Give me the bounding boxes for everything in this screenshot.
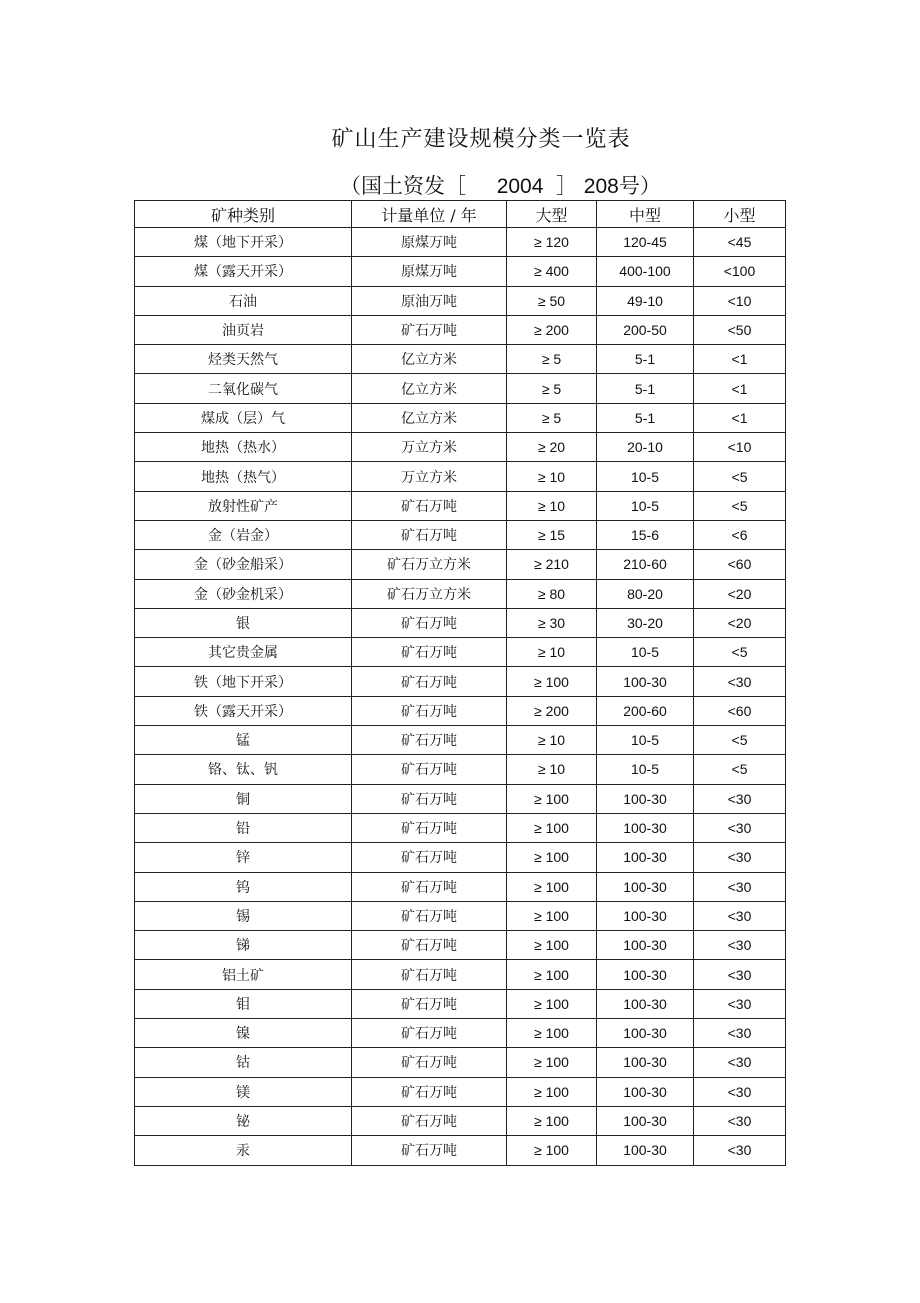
cell-unit: 万立方米 bbox=[352, 462, 507, 491]
cell-mineral-type: 锡 bbox=[135, 901, 352, 930]
table-row bbox=[135, 813, 786, 842]
table-row bbox=[135, 696, 786, 725]
cell-large: ≥ 100 bbox=[507, 813, 597, 842]
cell-unit: 亿立方米 bbox=[352, 403, 507, 432]
cell-small: <1 bbox=[694, 374, 786, 403]
cell-unit: 矿石万吨 bbox=[352, 696, 507, 725]
cell-medium: 10-5 bbox=[597, 462, 694, 491]
cell-unit: 矿石万吨 bbox=[352, 784, 507, 813]
cell-large: ≥ 200 bbox=[507, 315, 597, 344]
cell-large: ≥ 100 bbox=[507, 931, 597, 960]
cell-large: ≥ 100 bbox=[507, 1019, 597, 1048]
cell-unit: 矿石万吨 bbox=[352, 1077, 507, 1106]
cell-unit: 矿石万吨 bbox=[352, 931, 507, 960]
cell-small: <1 bbox=[694, 345, 786, 374]
cell-large: ≥ 30 bbox=[507, 608, 597, 637]
cell-unit: 矿石万吨 bbox=[352, 491, 507, 520]
cell-medium: 20-10 bbox=[597, 433, 694, 462]
table-row bbox=[135, 462, 786, 491]
cell-mineral-type: 石油 bbox=[135, 286, 352, 315]
table-row bbox=[135, 872, 786, 901]
cell-small: <6 bbox=[694, 520, 786, 549]
cell-small: <30 bbox=[694, 843, 786, 872]
cell-unit: 亿立方米 bbox=[352, 374, 507, 403]
cell-mineral-type: 铁（露天开采） bbox=[135, 696, 352, 725]
cell-small: <20 bbox=[694, 579, 786, 608]
cell-small: <50 bbox=[694, 315, 786, 344]
page-title: 矿山生产建设规模分类一览表 bbox=[331, 127, 631, 152]
cell-large: ≥ 10 bbox=[507, 491, 597, 520]
table-row bbox=[135, 608, 786, 637]
cell-small: <5 bbox=[694, 638, 786, 667]
table-row bbox=[135, 989, 786, 1018]
cell-small: <60 bbox=[694, 696, 786, 725]
cell-unit: 矿石万吨 bbox=[352, 901, 507, 930]
cell-large: ≥ 100 bbox=[507, 1048, 597, 1077]
table-row bbox=[135, 1019, 786, 1048]
cell-unit: 矿石万吨 bbox=[352, 608, 507, 637]
cell-small: <100 bbox=[694, 257, 786, 286]
cell-small: <5 bbox=[694, 462, 786, 491]
table-row bbox=[135, 315, 786, 344]
cell-large: ≥ 100 bbox=[507, 872, 597, 901]
cell-unit: 矿石万立方米 bbox=[352, 579, 507, 608]
table-row bbox=[135, 1136, 786, 1165]
cell-medium: 10-5 bbox=[597, 726, 694, 755]
cell-medium: 5-1 bbox=[597, 345, 694, 374]
header-small: 小型 bbox=[694, 201, 786, 228]
cell-unit: 矿石万吨 bbox=[352, 843, 507, 872]
cell-small: <30 bbox=[694, 931, 786, 960]
cell-unit: 亿立方米 bbox=[352, 345, 507, 374]
cell-mineral-type: 锑 bbox=[135, 931, 352, 960]
table-row bbox=[135, 667, 786, 696]
cell-medium: 10-5 bbox=[597, 638, 694, 667]
cell-mineral-type: 银 bbox=[135, 608, 352, 637]
cell-unit: 原油万吨 bbox=[352, 286, 507, 315]
cell-small: <60 bbox=[694, 550, 786, 579]
cell-small: <30 bbox=[694, 872, 786, 901]
table-row bbox=[135, 286, 786, 315]
cell-medium: 80-20 bbox=[597, 579, 694, 608]
cell-mineral-type: 锰 bbox=[135, 726, 352, 755]
cell-small: <30 bbox=[694, 1077, 786, 1106]
cell-medium: 100-30 bbox=[597, 667, 694, 696]
cell-mineral-type: 钴 bbox=[135, 1048, 352, 1077]
cell-large: ≥ 5 bbox=[507, 345, 597, 374]
cell-medium: 200-50 bbox=[597, 315, 694, 344]
table-row bbox=[135, 931, 786, 960]
cell-small: <30 bbox=[694, 1019, 786, 1048]
cell-unit: 矿石万吨 bbox=[352, 638, 507, 667]
table-body bbox=[135, 228, 786, 1166]
cell-mineral-type: 地热（热水） bbox=[135, 433, 352, 462]
cell-small: <30 bbox=[694, 1106, 786, 1135]
table-row bbox=[135, 374, 786, 403]
cell-large: ≥ 100 bbox=[507, 667, 597, 696]
cell-unit: 矿石万吨 bbox=[352, 520, 507, 549]
cell-medium: 100-30 bbox=[597, 872, 694, 901]
cell-unit: 矿石万吨 bbox=[352, 315, 507, 344]
cell-medium: 100-30 bbox=[597, 960, 694, 989]
cell-medium: 100-30 bbox=[597, 1048, 694, 1077]
cell-large: ≥ 15 bbox=[507, 520, 597, 549]
table-row bbox=[135, 960, 786, 989]
cell-unit: 矿石万吨 bbox=[352, 667, 507, 696]
cell-large: ≥ 200 bbox=[507, 696, 597, 725]
cell-large: ≥ 210 bbox=[507, 550, 597, 579]
cell-mineral-type: 煤成（层）气 bbox=[135, 403, 352, 432]
cell-small: <30 bbox=[694, 784, 786, 813]
table-header-row bbox=[135, 201, 786, 228]
table-row bbox=[135, 433, 786, 462]
cell-unit: 矿石万吨 bbox=[352, 1048, 507, 1077]
cell-medium: 15-6 bbox=[597, 520, 694, 549]
subtitle-close: ］ bbox=[556, 174, 578, 198]
cell-mineral-type: 镍 bbox=[135, 1019, 352, 1048]
table-row bbox=[135, 726, 786, 755]
cell-small: <30 bbox=[694, 1048, 786, 1077]
table-row bbox=[135, 345, 786, 374]
cell-mineral-type: 油页岩 bbox=[135, 315, 352, 344]
cell-small: <30 bbox=[694, 813, 786, 842]
cell-small: <30 bbox=[694, 667, 786, 696]
cell-mineral-type: 放射性矿产 bbox=[135, 491, 352, 520]
header-mineral-type: 矿种类别 bbox=[135, 201, 352, 228]
cell-large: ≥ 80 bbox=[507, 579, 597, 608]
cell-large: ≥ 100 bbox=[507, 843, 597, 872]
cell-mineral-type: 汞 bbox=[135, 1136, 352, 1165]
table-row bbox=[135, 1048, 786, 1077]
cell-medium: 100-30 bbox=[597, 1077, 694, 1106]
cell-large: ≥ 20 bbox=[507, 433, 597, 462]
cell-mineral-type: 铁（地下开采） bbox=[135, 667, 352, 696]
cell-unit: 矿石万吨 bbox=[352, 755, 507, 784]
cell-mineral-type: 钨 bbox=[135, 872, 352, 901]
cell-small: <20 bbox=[694, 608, 786, 637]
cell-large: ≥ 100 bbox=[507, 989, 597, 1018]
cell-small: <30 bbox=[694, 960, 786, 989]
table-row bbox=[135, 491, 786, 520]
cell-medium: 10-5 bbox=[597, 755, 694, 784]
cell-mineral-type: 金（岩金） bbox=[135, 520, 352, 549]
cell-unit: 矿石万立方米 bbox=[352, 550, 507, 579]
cell-large: ≥ 10 bbox=[507, 462, 597, 491]
cell-mineral-type: 二氧化碳气 bbox=[135, 374, 352, 403]
cell-medium: 100-30 bbox=[597, 931, 694, 960]
cell-small: <5 bbox=[694, 491, 786, 520]
cell-large: ≥ 50 bbox=[507, 286, 597, 315]
cell-large: ≥ 5 bbox=[507, 403, 597, 432]
cell-mineral-type: 铝土矿 bbox=[135, 960, 352, 989]
cell-medium: 100-30 bbox=[597, 989, 694, 1018]
cell-small: <1 bbox=[694, 403, 786, 432]
cell-mineral-type: 地热（热气） bbox=[135, 462, 352, 491]
cell-large: ≥ 5 bbox=[507, 374, 597, 403]
cell-medium: 120-45 bbox=[597, 228, 694, 257]
subtitle-number: 208 bbox=[583, 175, 619, 198]
cell-medium: 100-30 bbox=[597, 1106, 694, 1135]
subtitle-suffix: 号） bbox=[618, 174, 661, 198]
cell-medium: 49-10 bbox=[597, 286, 694, 315]
header-unit: 计量单位 / 年 bbox=[352, 201, 507, 228]
cell-medium: 200-60 bbox=[597, 696, 694, 725]
cell-small: <5 bbox=[694, 726, 786, 755]
cell-unit: 矿石万吨 bbox=[352, 726, 507, 755]
cell-unit: 原煤万吨 bbox=[352, 228, 507, 257]
cell-mineral-type: 锌 bbox=[135, 843, 352, 872]
cell-small: <30 bbox=[694, 1136, 786, 1165]
cell-medium: 100-30 bbox=[597, 901, 694, 930]
cell-mineral-type: 金（砂金船采） bbox=[135, 550, 352, 579]
table-row bbox=[135, 843, 786, 872]
mine-scale-table bbox=[134, 200, 786, 1166]
table-row bbox=[135, 520, 786, 549]
cell-mineral-type: 金（砂金机采） bbox=[135, 579, 352, 608]
cell-medium: 400-100 bbox=[597, 257, 694, 286]
cell-medium: 100-30 bbox=[597, 813, 694, 842]
cell-medium: 100-30 bbox=[597, 843, 694, 872]
cell-mineral-type: 煤（地下开采） bbox=[135, 228, 352, 257]
document-number bbox=[340, 170, 661, 200]
cell-mineral-type: 烃类天然气 bbox=[135, 345, 352, 374]
cell-large: ≥ 100 bbox=[507, 960, 597, 989]
cell-large: ≥ 10 bbox=[507, 638, 597, 667]
cell-large: ≥ 100 bbox=[507, 901, 597, 930]
cell-mineral-type: 铅 bbox=[135, 813, 352, 842]
cell-small: <5 bbox=[694, 755, 786, 784]
table-row bbox=[135, 755, 786, 784]
table-row bbox=[135, 403, 786, 432]
cell-large: ≥ 400 bbox=[507, 257, 597, 286]
cell-medium: 100-30 bbox=[597, 1136, 694, 1165]
cell-mineral-type: 钼 bbox=[135, 989, 352, 1018]
cell-unit: 万立方米 bbox=[352, 433, 507, 462]
table-row bbox=[135, 228, 786, 257]
header-large: 大型 bbox=[507, 201, 597, 228]
cell-small: <30 bbox=[694, 989, 786, 1018]
cell-medium: 10-5 bbox=[597, 491, 694, 520]
cell-mineral-type: 铜 bbox=[135, 784, 352, 813]
cell-medium: 5-1 bbox=[597, 403, 694, 432]
cell-mineral-type: 其它贵金属 bbox=[135, 638, 352, 667]
cell-unit: 矿石万吨 bbox=[352, 813, 507, 842]
cell-small: <10 bbox=[694, 433, 786, 462]
cell-large: ≥ 10 bbox=[507, 755, 597, 784]
cell-unit: 矿石万吨 bbox=[352, 872, 507, 901]
table-row bbox=[135, 1106, 786, 1135]
table-row bbox=[135, 550, 786, 579]
cell-small: <45 bbox=[694, 228, 786, 257]
cell-large: ≥ 100 bbox=[507, 1136, 597, 1165]
cell-unit: 矿石万吨 bbox=[352, 960, 507, 989]
table-row bbox=[135, 784, 786, 813]
cell-medium: 5-1 bbox=[597, 374, 694, 403]
cell-large: ≥ 120 bbox=[507, 228, 597, 257]
cell-unit: 矿石万吨 bbox=[352, 1106, 507, 1135]
cell-large: ≥ 100 bbox=[507, 1077, 597, 1106]
cell-large: ≥ 10 bbox=[507, 726, 597, 755]
table-row bbox=[135, 579, 786, 608]
cell-mineral-type: 煤（露天开采） bbox=[135, 257, 352, 286]
header-medium: 中型 bbox=[597, 201, 694, 228]
cell-large: ≥ 100 bbox=[507, 784, 597, 813]
cell-unit: 原煤万吨 bbox=[352, 257, 507, 286]
cell-unit: 矿石万吨 bbox=[352, 1019, 507, 1048]
cell-unit: 矿石万吨 bbox=[352, 1136, 507, 1165]
table-row bbox=[135, 638, 786, 667]
cell-medium: 100-30 bbox=[597, 784, 694, 813]
cell-small: <30 bbox=[694, 901, 786, 930]
table-row bbox=[135, 1077, 786, 1106]
table-row bbox=[135, 257, 786, 286]
cell-medium: 100-30 bbox=[597, 1019, 694, 1048]
cell-mineral-type: 镁 bbox=[135, 1077, 352, 1106]
cell-mineral-type: 铋 bbox=[135, 1106, 352, 1135]
cell-mineral-type: 铬、钛、钒 bbox=[135, 755, 352, 784]
cell-unit: 矿石万吨 bbox=[352, 989, 507, 1018]
cell-small: <10 bbox=[694, 286, 786, 315]
subtitle-year: 2004 bbox=[496, 175, 544, 198]
cell-medium: 210-60 bbox=[597, 550, 694, 579]
cell-medium: 30-20 bbox=[597, 608, 694, 637]
subtitle-open: （国土资发［ bbox=[340, 174, 466, 198]
table-row bbox=[135, 901, 786, 930]
cell-large: ≥ 100 bbox=[507, 1106, 597, 1135]
